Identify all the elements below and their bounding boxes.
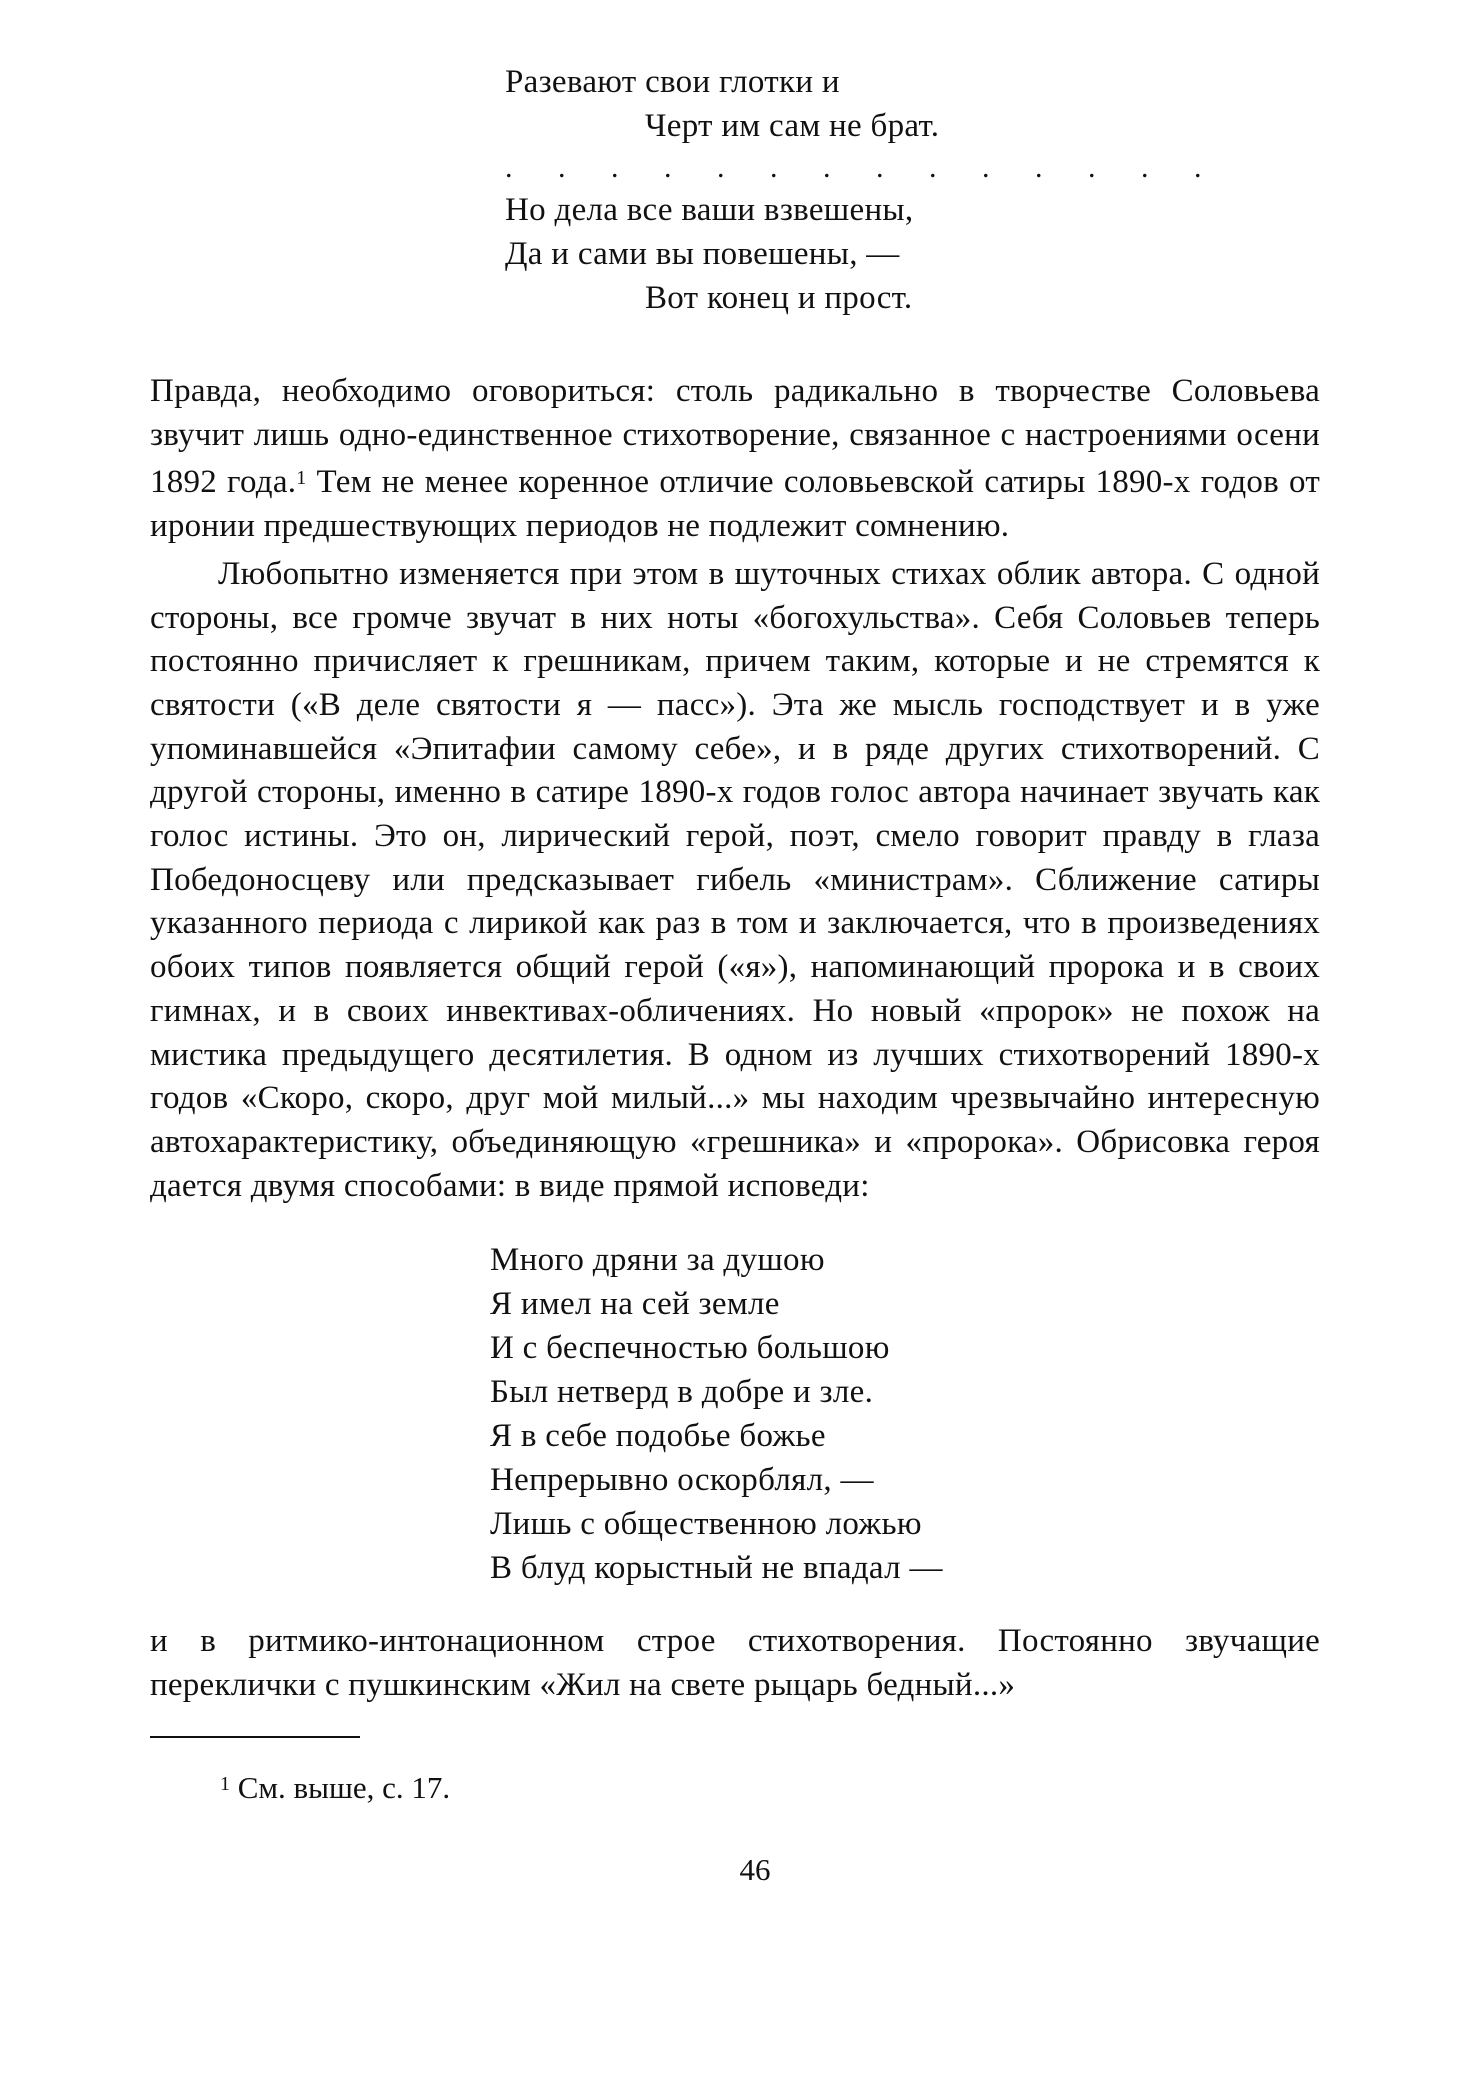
verse-line: Я в себе подобье божье [490, 1418, 826, 1455]
body-text [150, 370, 1320, 1208]
paragraph-2: Любопытно изменяется при этом в шуточных стихах облик автора. С одной стороны, все громче звучат в них ноты «богохульства». Себя Соловьев теперь постоянно причисляет к грешникам, причем таким, которые и не стремятся к святости («В деле святости я — пасс»). Эта же мысль господствует и в уже упоминавшейся «Эпитафии самому себе», и в ряде других стихотворений. С другой стороны, именно в сатире 1890-х годов голос автора начинает звучать как голос истины. Это он, лирический герой, поэт, смело говорит правду в глаза Победоносцеву или предсказывает гибель «министрам». Сближение сатиры указанного периода с лирикой как раз в том и заключается, что в произведениях обоих типов появляется общий герой («я»), напоминающий пророка и в своих гимнах, и в своих инвективах-обличениях. Но новый «пророк» не похож на мистика предыдущего десятилетия. В одном из лучших стихотворений 1890-х годов «Скоро, скоро, друг мой милый...» мы находим чрезвычайно интересную автохарактеристику, объединяющую «грешника» и «пророка». Обрисовка героя дается двумя способами: в виде прямой исповеди: [150, 555, 1320, 1204]
verse-line: Да и сами вы повешены, — [505, 236, 900, 272]
footnote [220, 1764, 1320, 1808]
footnote-separator [150, 1736, 360, 1738]
paragraph-1 [150, 370, 1320, 549]
footnote-reference: 1 [296, 467, 307, 490]
verse-excerpt-middle [490, 1238, 1320, 1590]
verse-line: Я имел на сей земле [490, 1286, 780, 1323]
paragraph-1-text-continued: Тем не менее коренное отличие соловьевской сатиры 1890-х годов от иронии предшествующих периодов не подлежит сомнению. [150, 464, 1320, 545]
verse-line: Был нетверд в добре и зле. [490, 1374, 874, 1411]
verse-excerpt-top [505, 60, 1320, 320]
verse-line: Много дряни за душою [490, 1242, 825, 1279]
verse-line: Черт им сам не брат. [645, 108, 940, 144]
verse-line: Вот конец и прост. [645, 280, 913, 316]
footnote-text: См. выше, с. 17. [230, 1769, 451, 1805]
footnote-mark: 1 [220, 1772, 230, 1795]
book-page [150, 60, 1320, 1888]
verse-line: Непрерывно оскорблял, — [490, 1462, 874, 1499]
body-text-continued [150, 1620, 1320, 1707]
paragraph-1-text: Правда, необходимо оговориться: столь радикально в творчестве Соловьева звучит лишь одно-единственное стихотворение, связанное с настроениями осени 1892 года. [150, 373, 1320, 501]
verse-line: Лишь с общественною ложью [490, 1506, 922, 1543]
paragraph-3: и в ритмико-интонационном строе стихотворения. Постоянно звучащие переклички с пушкинским «Жил на свете рыцарь бедный...» [150, 1623, 1320, 1704]
verse-line: Но дела все ваши взвешены, [505, 192, 914, 228]
page-number: 46 [739, 1851, 771, 1887]
verse-ellipsis: . . . . . . . . . . . . . . [505, 151, 1221, 184]
verse-line: Разевают свои глотки и [505, 64, 840, 100]
verse-line: И с беспечностью большою [490, 1330, 890, 1367]
verse-line: В блуд корыстный не впадал — [490, 1550, 943, 1587]
